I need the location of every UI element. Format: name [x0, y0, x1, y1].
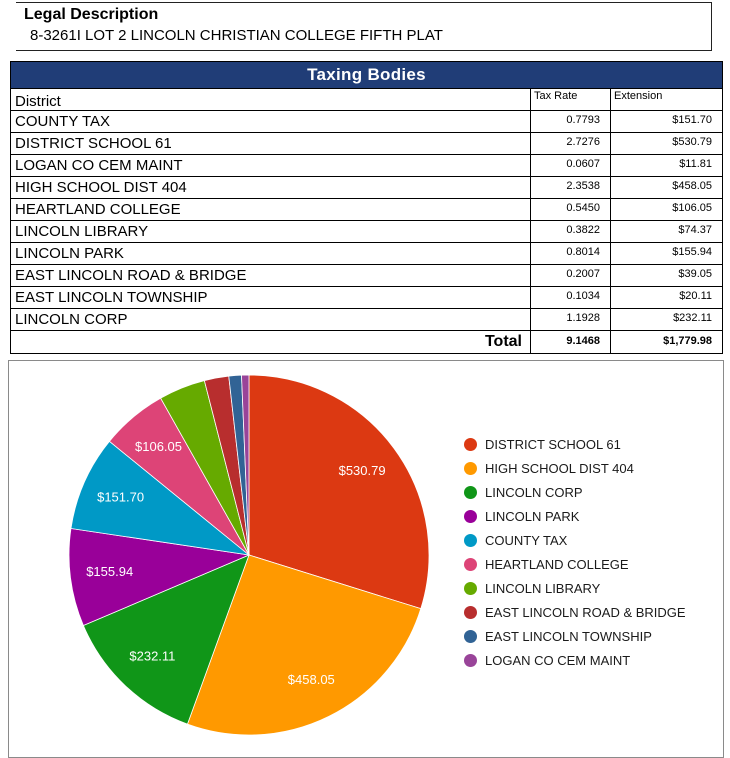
extension-cell: $106.05: [611, 199, 723, 221]
extension-cell: $74.37: [611, 221, 723, 243]
legend-label: LINCOLN LIBRARY: [485, 581, 601, 596]
pie-slice-label: $106.05: [135, 439, 182, 455]
taxing-bodies-table: [10, 61, 723, 354]
total-label: Total: [11, 331, 531, 354]
table-row: [11, 177, 723, 199]
district-cell: EAST LINCOLN ROAD & BRIDGE: [11, 265, 531, 287]
extension-cell: $39.05: [611, 265, 723, 287]
legend-swatch-icon: [464, 558, 477, 571]
taxing-bodies-title: Taxing Bodies: [11, 62, 723, 89]
table-row: [11, 309, 723, 331]
pie-slice-label: $151.70: [97, 489, 145, 505]
table-row: [11, 243, 723, 265]
legend-label: EAST LINCOLN ROAD & BRIDGE: [485, 605, 686, 620]
district-cell: COUNTY TAX: [11, 111, 531, 133]
district-cell: EAST LINCOLN TOWNSHIP: [11, 287, 531, 309]
tax-rate-cell: 0.5450: [531, 199, 611, 221]
legend-label: DISTRICT SCHOOL 61: [485, 437, 621, 452]
district-cell: LOGAN CO CEM MAINT: [11, 155, 531, 177]
total-tax-rate: 9.1468: [531, 331, 611, 354]
legend-label: HIGH SCHOOL DIST 404: [485, 461, 634, 476]
extension-cell: $458.05: [611, 177, 723, 199]
pie-slice-label: $155.94: [86, 564, 134, 580]
column-header-extension: Extension: [611, 89, 723, 111]
page: [0, 2, 730, 750]
district-cell: LINCOLN PARK: [11, 243, 531, 265]
total-extension: $1,779.98: [611, 331, 723, 354]
pie-chart: [17, 361, 481, 757]
legend-item: [464, 533, 686, 548]
legend-swatch-icon: [464, 438, 477, 451]
legend-swatch-icon: [464, 654, 477, 667]
tax-rate-cell: 2.3538: [531, 177, 611, 199]
extension-cell: $155.94: [611, 243, 723, 265]
legend-label: LINCOLN CORP: [485, 485, 583, 500]
column-header-district: District: [11, 89, 531, 111]
legend-item: [464, 557, 686, 572]
table-row: [11, 199, 723, 221]
table-title-row: [11, 62, 723, 89]
legend-swatch-icon: [464, 462, 477, 475]
legend-item: [464, 509, 686, 524]
pie-slice-label: $232.11: [129, 648, 176, 664]
table-row: [11, 155, 723, 177]
legend-label: HEARTLAND COLLEGE: [485, 557, 629, 572]
tax-rate-cell: 2.7276: [531, 133, 611, 155]
taxing-bodies-rows: [11, 111, 723, 331]
district-cell: HEARTLAND COLLEGE: [11, 199, 531, 221]
pie-slice-label: $458.05: [287, 672, 335, 688]
tax-rate-cell: 0.7793: [531, 111, 611, 133]
legend-item: [464, 629, 686, 644]
extension-cell: $11.81: [611, 155, 723, 177]
legend-label: EAST LINCOLN TOWNSHIP: [485, 629, 652, 644]
column-header-row: [11, 89, 723, 111]
district-cell: DISTRICT SCHOOL 61: [11, 133, 531, 155]
district-cell: HIGH SCHOOL DIST 404: [11, 177, 531, 199]
legend-item: [464, 653, 686, 668]
tax-rate-cell: 0.0607: [531, 155, 611, 177]
total-row: [11, 331, 723, 354]
legend-item: [464, 485, 686, 500]
tax-distribution-chart: [8, 360, 724, 758]
legal-description-heading: Legal Description: [24, 6, 159, 23]
table-row: [11, 265, 723, 287]
legend-item: [464, 605, 686, 620]
table-row: [11, 287, 723, 309]
district-cell: LINCOLN LIBRARY: [11, 221, 531, 243]
district-cell: LINCOLN CORP: [11, 309, 531, 331]
legend-swatch-icon: [464, 486, 477, 499]
pie-slice-label: $530.79: [338, 463, 386, 479]
legal-description-text: 8-3261I LOT 2 LINCOLN CHRISTIAN COLLEGE FIFTH PLAT: [30, 27, 443, 44]
legal-description-section: [16, 2, 712, 51]
legend-swatch-icon: [464, 510, 477, 523]
legend-item: [464, 461, 686, 476]
chart-legend: [464, 437, 686, 677]
table-row: [11, 133, 723, 155]
extension-cell: $20.11: [611, 287, 723, 309]
tax-rate-cell: 1.1928: [531, 309, 611, 331]
column-header-tax-rate: Tax Rate: [531, 89, 611, 111]
legend-swatch-icon: [464, 582, 477, 595]
extension-cell: $530.79: [611, 133, 723, 155]
legend-item: [464, 437, 686, 452]
legend-item: [464, 581, 686, 596]
table-row: [11, 111, 723, 133]
legend-label: COUNTY TAX: [485, 533, 568, 548]
extension-cell: $232.11: [611, 309, 723, 331]
tax-rate-cell: 0.3822: [531, 221, 611, 243]
extension-cell: $151.70: [611, 111, 723, 133]
tax-rate-cell: 0.2007: [531, 265, 611, 287]
tax-rate-cell: 0.1034: [531, 287, 611, 309]
legend-label: LINCOLN PARK: [485, 509, 580, 524]
tax-rate-cell: 0.8014: [531, 243, 611, 265]
legend-swatch-icon: [464, 606, 477, 619]
legend-label: LOGAN CO CEM MAINT: [485, 653, 631, 668]
legend-swatch-icon: [464, 630, 477, 643]
legend-swatch-icon: [464, 534, 477, 547]
table-row: [11, 221, 723, 243]
